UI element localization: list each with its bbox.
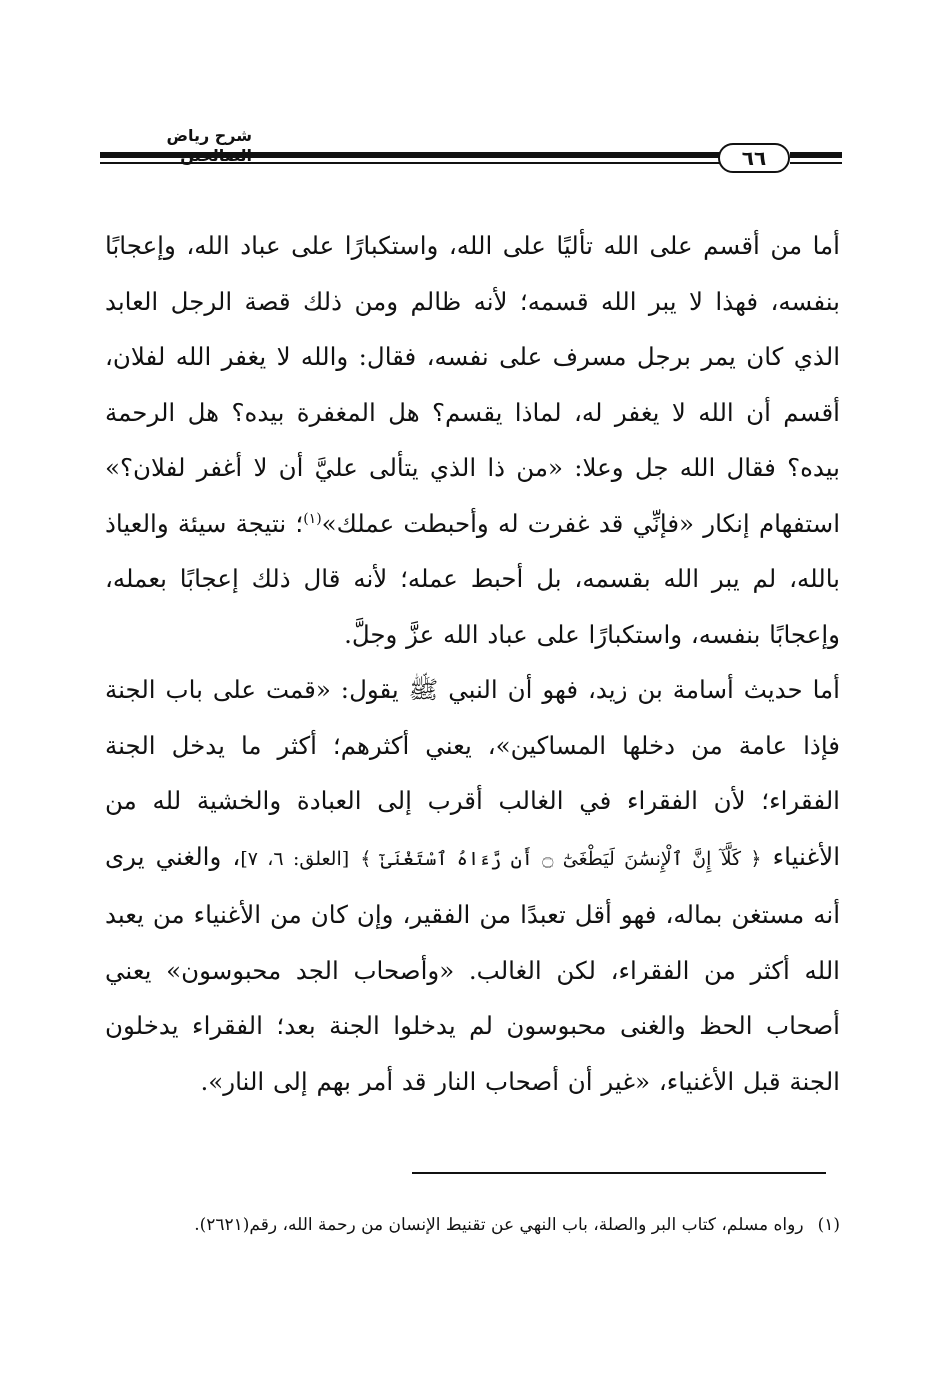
header-rule-thick-right — [790, 152, 842, 158]
quran-verse: ﴿ كَلَّآ إِنَّ ٱلْإِنسَٰنَ لَيَطْغَىٰٓ ۝ أَن رَّءَاهُ ٱسْتَغْنَىٰٓ ﴾ — [360, 847, 762, 870]
paragraph-2-end: ، والغني يرى أنه مستغن بماله، فهو أقل تعبدًا من الفقير، وإن كان من الأغنياء من يعبد الله أكثر من الفقراء، لكن الغالب. «وأصحاب الجد محبوسون» يعني أصحاب الحظ والغنى محبوسون لم يدخلوا الجنة بعد؛ الفقراء يدخلون الجنة قبل الأغنياء، «غير أن أصحاب النار قد أمر بهم إلى النار». — [105, 841, 840, 1096]
main-text — [105, 218, 840, 1109]
paragraph-1-end: ؛ نتيجة سيئة والعياذ بالله، لم يبر الله بقسمه، بل أحبط عمله؛ لأنه قال ذلك إعجابًا بعمله، وإعجابًا بنفسه، واستكبارًا على عباد الله عزَّ وجلَّ. — [105, 508, 840, 649]
header-rule-thin-right — [790, 162, 842, 164]
footnote-number: (١) — [817, 1215, 840, 1235]
footnote-text: رواه مسلم، كتاب البر والصلة، باب النهي عن تقنيط الإنسان من رحمة الله، رقم(٢٦٢١). — [194, 1215, 804, 1235]
footnote — [105, 1210, 840, 1240]
page-number-badge: ٦٦ — [718, 143, 790, 173]
paragraph-1-text: أما من أقسم على الله تأليًا على الله، واستكبارًا على عباد الله، وإعجابًا بنفسه، فهذا لا يبر الله قسمه؛ لأنه ظالم ومن ذلك قصة الرجل العابد الذي كان يمر برجل مسرف على نفسه، فقال: والله لا يغفر الله لفلان، أقسم أن الله لا يغفر له، لماذا يقسم؟ هل المغفرة بيده؟ هل الرحمة بيده؟ فقال الله جل وعلا: «من ذا الذي يتألى عليَّ أن لا أغفر لفلان؟» استفهام إنكار «فإنِّي قد غفرت له وأحبطت عملك» — [105, 231, 840, 538]
footnote-reference[interactable]: (١) — [303, 510, 322, 527]
footnote-separator — [412, 1172, 826, 1174]
quran-reference: [العلق: ٦، ٧] — [240, 847, 350, 870]
header-rule-thin — [100, 162, 720, 164]
header-rule-thick — [100, 152, 720, 158]
book-title: شرح رياض — [166, 126, 252, 145]
paragraph-1 — [105, 218, 840, 662]
paragraph-2-start: أما حديث أسامة بن زيد، فهو أن النبي ﷺ يقول: «قمت على باب الجنة فإذا عامة من دخلها المساكين»، يعني أكثرهم؛ أكثر ما يدخل الجنة الفقراء؛ لأن الفقراء في الغالب أقرب إلى العبادة والخشية لله من الأغنياء — [105, 675, 841, 871]
paragraph-2 — [105, 662, 840, 1109]
